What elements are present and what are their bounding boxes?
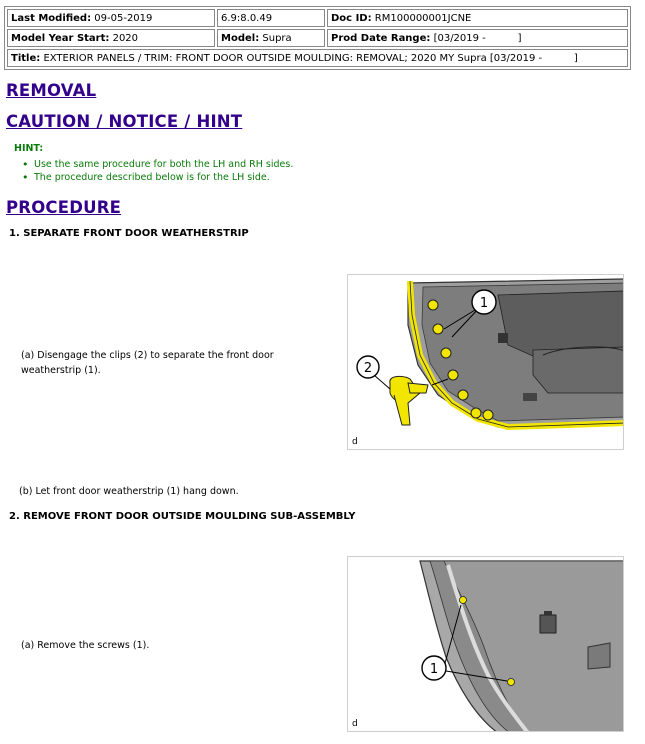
model-year-cell — [7, 29, 215, 47]
hint-block — [14, 143, 293, 184]
version-cell — [217, 9, 325, 27]
document-header-table — [4, 6, 631, 70]
model-cell — [217, 29, 325, 47]
model-year-value: 2020 — [112, 32, 139, 44]
doc-id-label: Doc ID: — [331, 12, 372, 24]
step-1-heading: 1. SEPARATE FRONT DOOR WEATHERSTRIP — [9, 228, 249, 239]
step-1a-text — [21, 348, 321, 378]
hint-item: • The procedure described below is for the LH side. — [22, 171, 293, 184]
figure-2-callout-1: 1 — [429, 662, 439, 677]
model-value: Supra — [262, 32, 292, 44]
removal-heading: REMOVAL — [6, 81, 97, 100]
last-modified-label: Last Modified: — [11, 12, 92, 24]
weatherstrip-illustration — [348, 275, 624, 450]
model-year-label: Model Year Start: — [11, 32, 110, 44]
figure-1-corner-label: d — [352, 437, 358, 447]
prod-date-cell — [327, 29, 628, 47]
hint-list — [22, 158, 293, 184]
doc-id-cell — [327, 9, 628, 27]
title-value: EXTERIOR PANELS / TRIM: FRONT DOOR OUTSIDE MOULDING: REMOVAL; 2020 MY Supra [03/2019 - ] — [43, 52, 578, 64]
step-1a-label: (a) Disengage the clips (2) to separate the front door weatherstrip (1). — [21, 350, 274, 376]
step-1b-text: (b) Let front door weatherstrip (1) hang down. — [19, 486, 239, 497]
figure-2-corner-label: d — [352, 719, 358, 729]
prod-date-value: [03/2019 - ] — [433, 32, 522, 44]
caution-heading: CAUTION / NOTICE / HINT — [6, 112, 243, 131]
figure-1-callout-2: 2 — [363, 361, 373, 376]
title-cell — [7, 49, 628, 67]
step-2a-text: (a) Remove the screws (1). — [21, 640, 150, 651]
hint-title: HINT: — [14, 143, 44, 154]
version-value: 6.9:8.0.49 — [221, 12, 273, 24]
hint-item: • Use the same procedure for both the LH and RH sides. — [22, 158, 293, 171]
figure-1-callout-1: 1 — [479, 296, 489, 311]
last-modified-value: 09-05-2019 — [94, 12, 153, 24]
step-2-heading: 2. REMOVE FRONT DOOR OUTSIDE MOULDING SUB-ASSEMBLY — [9, 511, 356, 522]
title-label: Title: — [11, 52, 41, 64]
figure-moulding-screws — [347, 556, 624, 732]
model-label: Model: — [221, 32, 260, 44]
doc-id-value: RM100000001JCNE — [374, 12, 472, 24]
figure-weatherstrip-clips — [347, 274, 624, 450]
prod-date-label: Prod Date Range: — [331, 32, 431, 44]
procedure-heading: PROCEDURE — [6, 198, 122, 217]
last-modified-cell — [7, 9, 215, 27]
moulding-illustration — [348, 557, 624, 732]
